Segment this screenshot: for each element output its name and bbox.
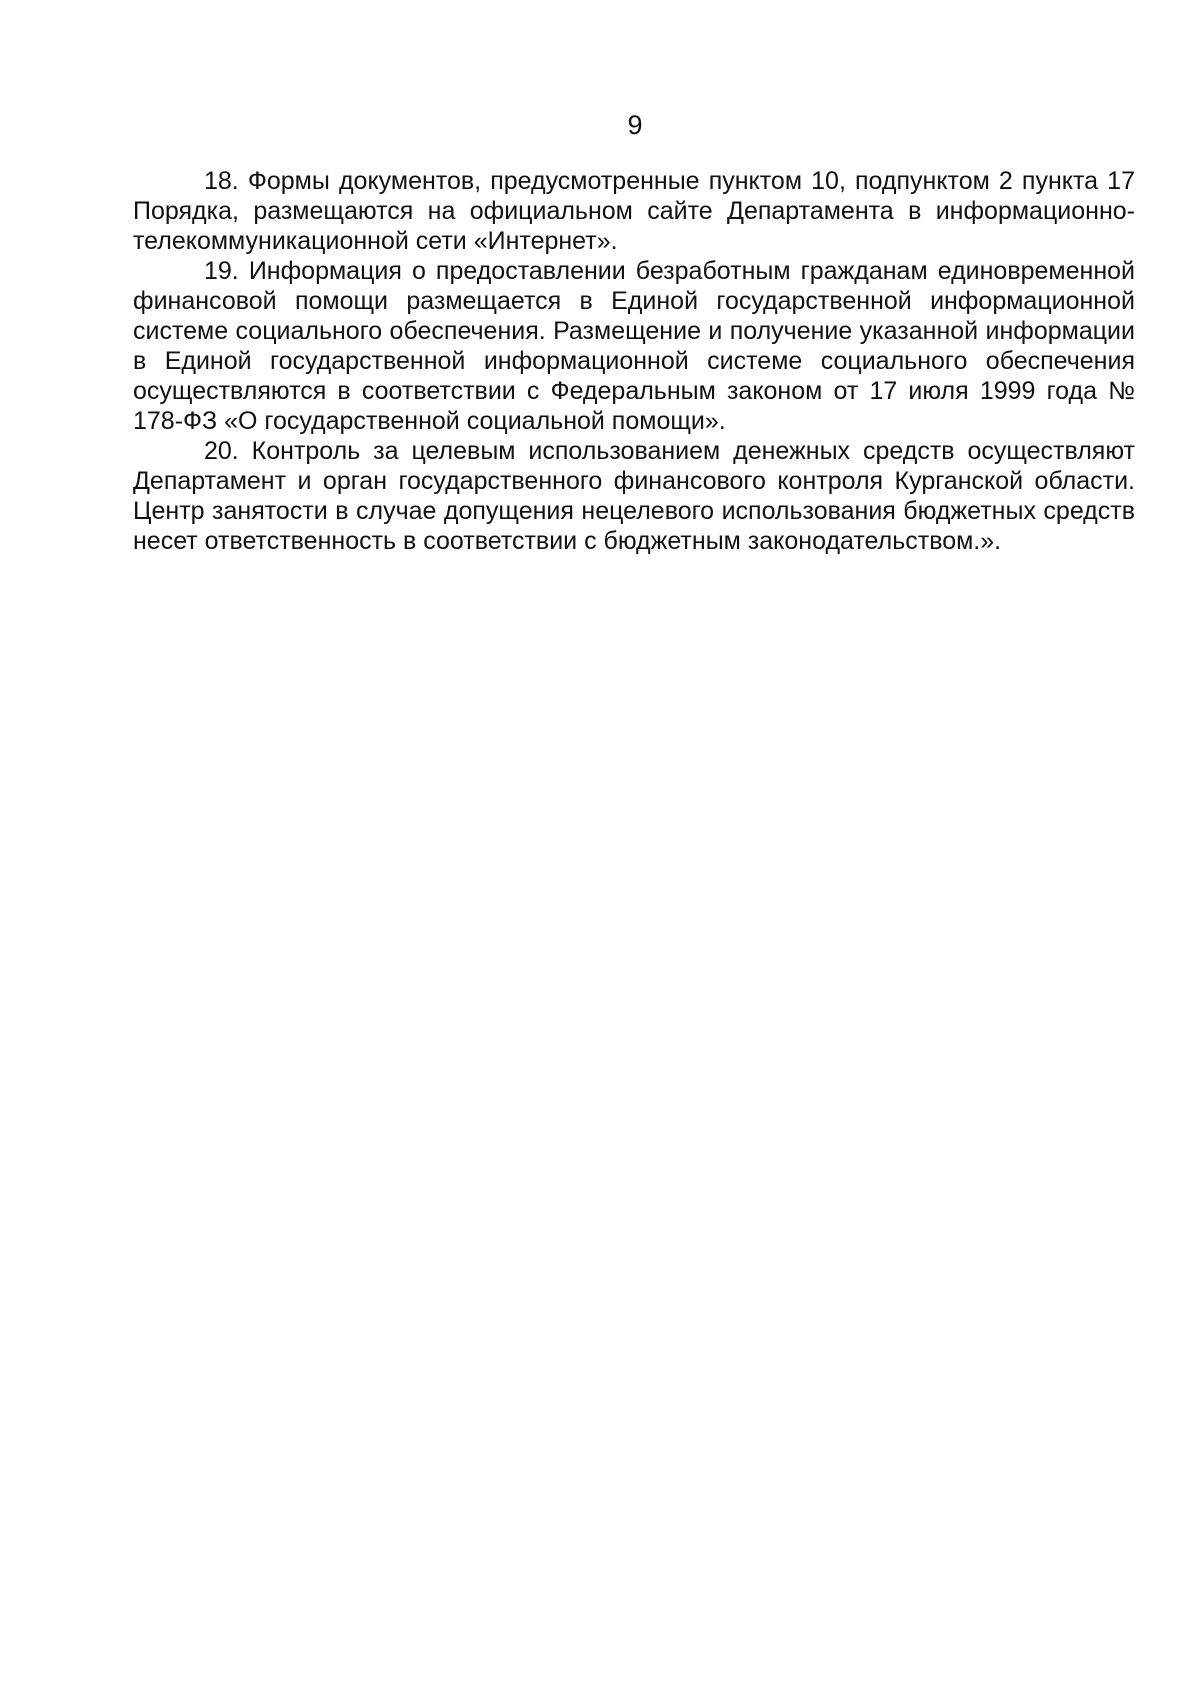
paragraph-18: 18. Формы документов, предусмотренные пунктом 10, подпунктом 2 пункта 17 Порядка, размещаются на официальном сайте Департамента в информационно-телекоммуникационной сети «Интернет». xyxy=(133,167,1135,255)
paragraph-19: 19. Информация о предоставлении безработным гражданам единовременной финансовой помощи размещается в Единой государственной информационной системе социального обеспечения. Размещение и получение указанной информации в Единой государственной информационной системе социального обеспечения осуществляются в соответствии с Федеральным законом от 17 июля 1999 года № 178-ФЗ «О государственной социальной помощи». xyxy=(133,257,1135,435)
document-body xyxy=(133,166,1135,556)
page-number: 9 xyxy=(627,110,643,140)
paragraph-20: 20. Контроль за целевым использованием денежных средств осуществляют Департамент и орган государственного финансового контроля Курганской области. Центр занятости в случае допущения нецелевого использования бюджетных средств несет ответственность в соответствии с бюджетным законодательством.». xyxy=(133,437,1135,555)
